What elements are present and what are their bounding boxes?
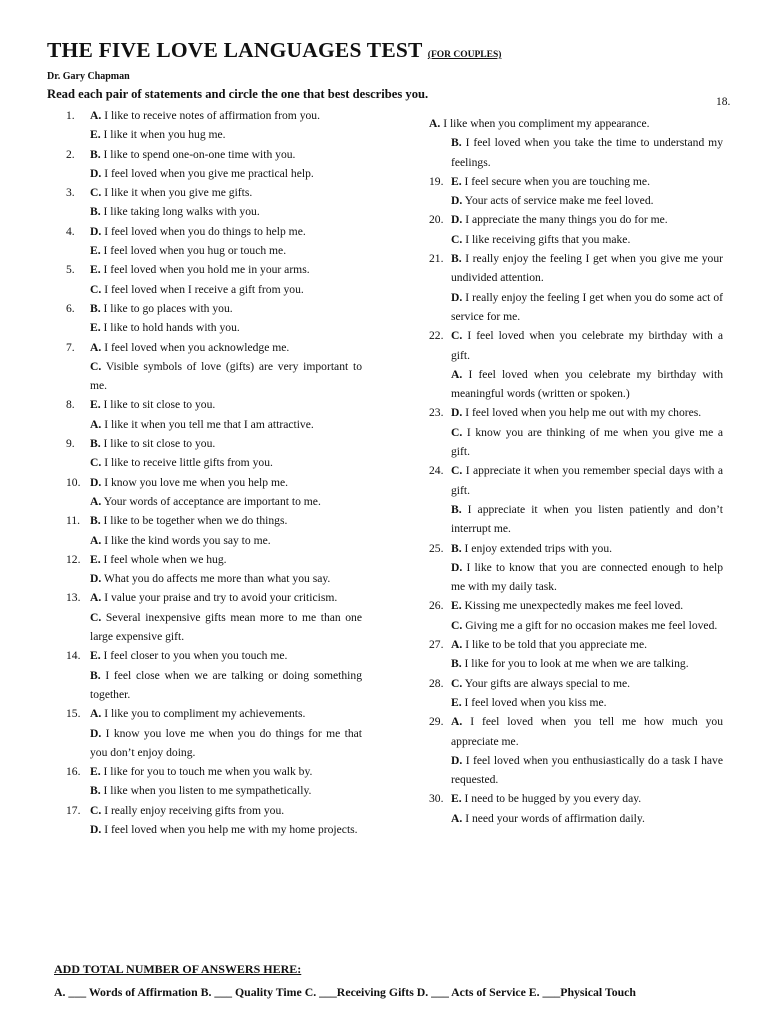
option-b[interactable] bbox=[451, 616, 723, 635]
option-text: I feel loved when you celebrate my birthday with a gift. bbox=[451, 329, 724, 362]
option-text: I like for you to look at me when we are talking. bbox=[464, 657, 689, 671]
option-letter: E. bbox=[90, 552, 101, 566]
question-14 bbox=[66, 646, 362, 704]
option-b[interactable] bbox=[90, 820, 362, 839]
option-letter: E. bbox=[451, 792, 462, 806]
option-letter: D. bbox=[451, 290, 463, 304]
option-b[interactable] bbox=[451, 654, 723, 673]
option-letter: A. bbox=[451, 811, 463, 825]
option-letter: B. bbox=[451, 541, 462, 555]
option-letter: E. bbox=[90, 244, 101, 258]
option-letter: A. bbox=[429, 117, 441, 130]
option-letter: C. bbox=[451, 425, 463, 439]
option-text: I need to be hugged by you every day. bbox=[464, 792, 642, 806]
question-23 bbox=[429, 403, 723, 461]
question-26 bbox=[429, 596, 723, 635]
option-text: Giving me a gift for no occasion makes me feel loved. bbox=[465, 618, 718, 632]
page-marker: 18. bbox=[716, 96, 731, 108]
option-letter: C. bbox=[451, 676, 463, 690]
option-b[interactable] bbox=[451, 230, 723, 249]
option-b[interactable] bbox=[451, 365, 723, 404]
option-text: I feel loved when I receive a gift from you. bbox=[104, 282, 304, 296]
option-text: I enjoy extended trips with you. bbox=[464, 541, 613, 555]
option-letter: C. bbox=[90, 803, 102, 817]
option-letter: C. bbox=[90, 456, 102, 470]
option-letter: E. bbox=[90, 765, 101, 779]
option-b[interactable] bbox=[451, 809, 723, 828]
option-letter: B. bbox=[90, 437, 101, 451]
option-letter: B. bbox=[451, 502, 462, 516]
option-text: I feel loved when you give me practical help. bbox=[104, 166, 314, 180]
option-letter: D. bbox=[90, 822, 102, 836]
option-text: I know you love me when you help me. bbox=[104, 475, 289, 489]
question-number: 4. bbox=[66, 224, 75, 238]
option-text: I appreciate it when you listen patiently and don’t interrupt me. bbox=[451, 502, 723, 536]
option-text: I know you love me when you do things for me that you don’t enjoy doing. bbox=[90, 726, 362, 759]
question-number: 15. bbox=[66, 707, 81, 721]
option-a[interactable] bbox=[90, 646, 362, 665]
option-b[interactable] bbox=[451, 751, 723, 790]
option-letter: B. bbox=[90, 784, 101, 798]
question-16 bbox=[66, 762, 362, 801]
question-27 bbox=[429, 635, 723, 674]
question-number: 3. bbox=[66, 186, 75, 200]
option-b[interactable] bbox=[451, 191, 723, 210]
option-a[interactable] bbox=[451, 403, 723, 422]
option-text: I appreciate it when you remember special days with a gift. bbox=[451, 464, 723, 497]
option-text: I really enjoy the feeling I get when you give me your undivided attention. bbox=[451, 252, 723, 285]
option-b[interactable] bbox=[90, 531, 362, 550]
question-2 bbox=[66, 145, 362, 184]
question-28 bbox=[429, 674, 723, 713]
option-a[interactable] bbox=[90, 338, 362, 357]
question-7 bbox=[66, 338, 362, 396]
option-letter: E. bbox=[90, 321, 101, 335]
option-text: I feel loved when you tell me how much you appreciate me. bbox=[451, 715, 723, 748]
question-number: 26. bbox=[429, 599, 444, 613]
option-letter: C. bbox=[451, 232, 463, 246]
option-text: I like you to compliment my achievements. bbox=[104, 707, 306, 721]
option-letter: B. bbox=[90, 514, 101, 528]
option-text: Your words of acceptance are important to me. bbox=[103, 494, 321, 508]
question-18 bbox=[429, 114, 723, 172]
option-b[interactable] bbox=[90, 453, 362, 472]
option-a[interactable] bbox=[90, 434, 362, 453]
option-b[interactable] bbox=[451, 288, 723, 327]
question-number: 10. bbox=[66, 475, 81, 489]
option-text: I feel loved when you take the time to understand my feelings. bbox=[451, 136, 723, 169]
option-text: I like to go places with you. bbox=[103, 301, 233, 315]
option-letter: A. bbox=[90, 591, 102, 605]
question-11 bbox=[66, 511, 362, 550]
question-25 bbox=[429, 539, 723, 597]
question-number: 28. bbox=[429, 676, 444, 690]
option-a[interactable] bbox=[451, 539, 723, 558]
option-letter: B. bbox=[90, 301, 101, 315]
option-text: I feel secure when you are touching me. bbox=[464, 174, 650, 188]
option-text: I like when you compliment my appearance. bbox=[443, 117, 650, 130]
question-number: 20. bbox=[429, 213, 444, 227]
option-text: I like to receive notes of affirmation from you. bbox=[104, 109, 320, 122]
option-text: I feel loved when you enthusiastically do a task I have requested. bbox=[451, 753, 723, 787]
option-letter: A. bbox=[90, 417, 102, 431]
option-text: I like it when you hug me. bbox=[103, 128, 226, 142]
option-a[interactable] bbox=[90, 222, 362, 241]
option-letter: D. bbox=[451, 560, 463, 574]
option-text: I like it when you tell me that I am attractive. bbox=[104, 417, 314, 431]
option-text: I like to be together when we do things. bbox=[103, 514, 288, 528]
option-letter: D. bbox=[90, 572, 102, 586]
option-a[interactable] bbox=[90, 260, 362, 279]
question-8 bbox=[66, 395, 362, 434]
question-13 bbox=[66, 588, 362, 646]
question-21 bbox=[429, 249, 723, 326]
question-number: 13. bbox=[66, 591, 81, 605]
option-text: I like when you listen to me sympathetically. bbox=[103, 784, 312, 798]
question-12 bbox=[66, 550, 362, 589]
option-letter: A. bbox=[451, 715, 463, 729]
totals-heading: ADD TOTAL NUMBER OF ANSWERS HERE: bbox=[54, 962, 302, 976]
option-text: I like to know that you are connected enough to help me with my daily task. bbox=[451, 560, 723, 594]
option-a[interactable] bbox=[451, 172, 723, 191]
option-letter: D. bbox=[451, 213, 463, 227]
option-text: I really enjoy receiving gifts from you. bbox=[104, 803, 285, 817]
question-20 bbox=[429, 210, 723, 249]
option-text: What you do affects me more than what you say. bbox=[103, 572, 331, 586]
question-15 bbox=[66, 704, 362, 762]
question-10 bbox=[66, 473, 362, 512]
option-b[interactable] bbox=[90, 125, 362, 144]
option-a[interactable] bbox=[90, 588, 362, 607]
option-a[interactable] bbox=[90, 550, 362, 569]
question-number: 14. bbox=[66, 649, 81, 663]
left-column bbox=[66, 106, 362, 839]
option-text: I like to sit close to you. bbox=[103, 437, 216, 451]
option-letter: C. bbox=[90, 359, 102, 373]
option-text: I feel loved when you do things to help me. bbox=[104, 224, 306, 238]
option-b[interactable] bbox=[90, 241, 362, 260]
question-number: 25. bbox=[429, 541, 444, 555]
option-text: I like to be told that you appreciate me. bbox=[465, 638, 648, 652]
option-b[interactable] bbox=[451, 558, 723, 597]
question-number: 22. bbox=[429, 329, 444, 343]
option-a[interactable] bbox=[90, 106, 362, 125]
option-a[interactable] bbox=[90, 762, 362, 781]
question-number: 7. bbox=[66, 340, 75, 354]
option-a[interactable] bbox=[451, 635, 723, 654]
option-text: I feel loved when you acknowledge me. bbox=[104, 340, 290, 354]
option-a[interactable] bbox=[451, 461, 723, 500]
option-b[interactable] bbox=[90, 781, 362, 800]
option-text: Your acts of service make me feel loved. bbox=[464, 194, 654, 208]
option-text: I need your words of affirmation daily. bbox=[465, 811, 645, 825]
option-a[interactable] bbox=[90, 801, 362, 820]
option-a[interactable] bbox=[451, 789, 723, 808]
option-letter: B. bbox=[451, 252, 462, 266]
question-17 bbox=[66, 801, 362, 840]
option-letter: A. bbox=[90, 109, 102, 122]
option-text: I like receiving gifts that you make. bbox=[465, 232, 631, 246]
option-letter: D. bbox=[90, 166, 102, 180]
option-letter: D. bbox=[451, 194, 463, 208]
question-number: 12. bbox=[66, 552, 81, 566]
question-number: 17. bbox=[66, 803, 81, 817]
option-a[interactable] bbox=[451, 712, 723, 751]
question-4 bbox=[66, 222, 362, 261]
option-letter: B. bbox=[90, 668, 101, 682]
option-a[interactable] bbox=[90, 183, 362, 202]
option-letter: C. bbox=[451, 464, 463, 478]
option-b[interactable] bbox=[90, 724, 362, 763]
option-letter: D. bbox=[90, 475, 102, 489]
option-b[interactable] bbox=[90, 202, 362, 221]
question-19 bbox=[429, 172, 723, 211]
instructions: Read each pair of statements and circle the one that best describes you. bbox=[47, 87, 429, 101]
option-text: I feel loved when you hug or touch me. bbox=[103, 244, 287, 258]
question-3 bbox=[66, 183, 362, 222]
option-a[interactable] bbox=[90, 511, 362, 530]
option-a[interactable] bbox=[90, 299, 362, 318]
question-number: 2. bbox=[66, 147, 75, 161]
option-letter: E. bbox=[90, 128, 101, 142]
totals-line: A. ___ Words of Affirmation B. ___ Quality Time C. ___Receiving Gifts D. ___ Acts of Service E. ___Physical Touch bbox=[54, 985, 636, 999]
question-number: 30. bbox=[429, 792, 444, 806]
option-text: Your gifts are always special to me. bbox=[464, 676, 631, 690]
question-5 bbox=[66, 260, 362, 299]
option-letter: B. bbox=[451, 136, 462, 150]
option-text: I feel loved when you hold me in your arms. bbox=[103, 263, 310, 277]
option-text: I really enjoy the feeling I get when you do some act of service for me. bbox=[451, 290, 723, 323]
option-text: I feel loved when you help me out with my chores. bbox=[465, 406, 702, 420]
option-b[interactable] bbox=[90, 164, 362, 183]
option-letter: A. bbox=[451, 367, 463, 381]
option-text: I like to hold hands with you. bbox=[103, 321, 240, 335]
option-letter: E. bbox=[451, 174, 462, 188]
option-text: Several inexpensive gifts mean more to me than one large expensive gift. bbox=[90, 610, 362, 644]
option-letter: E. bbox=[90, 649, 101, 663]
option-a[interactable] bbox=[451, 596, 723, 615]
option-text: I value your praise and try to avoid your criticism. bbox=[104, 591, 338, 605]
option-letter: E. bbox=[90, 263, 101, 277]
option-text: I like for you to touch me when you walk by. bbox=[103, 765, 313, 779]
option-b[interactable] bbox=[90, 415, 362, 434]
option-letter: C. bbox=[90, 282, 102, 296]
option-a[interactable] bbox=[451, 210, 723, 229]
option-text: I like it when you give me gifts. bbox=[104, 186, 253, 200]
question-number: 29. bbox=[429, 715, 444, 729]
option-b[interactable] bbox=[90, 280, 362, 299]
option-text: I like to receive little gifts from you. bbox=[104, 456, 273, 470]
question-1 bbox=[66, 106, 362, 145]
option-b[interactable] bbox=[90, 318, 362, 337]
option-text: I like to spend one-on-one time with you. bbox=[103, 147, 296, 161]
option-text: I feel whole when we hug. bbox=[103, 552, 227, 566]
option-letter: E. bbox=[451, 599, 462, 613]
option-text: Visible symbols of love (gifts) are very important to me. bbox=[90, 359, 362, 393]
option-text: I feel loved when you celebrate my birthday with meaningful words (written or spoken.) bbox=[451, 367, 723, 401]
question-number: 6. bbox=[66, 301, 75, 315]
question-number: 8. bbox=[66, 398, 75, 412]
option-text: I feel loved when you help me with my home projects. bbox=[104, 822, 358, 836]
option-letter: A. bbox=[90, 340, 102, 354]
option-letter: A. bbox=[451, 638, 463, 652]
option-b[interactable] bbox=[90, 666, 362, 705]
option-a[interactable] bbox=[429, 114, 723, 133]
question-22 bbox=[429, 326, 723, 403]
question-number: 16. bbox=[66, 765, 81, 779]
option-letter: B. bbox=[90, 205, 101, 219]
option-letter: D. bbox=[90, 224, 102, 238]
option-letter: D. bbox=[90, 726, 102, 740]
question-number: 23. bbox=[429, 406, 444, 420]
option-b[interactable] bbox=[429, 133, 723, 172]
option-letter: C. bbox=[451, 618, 463, 632]
option-letter: B. bbox=[90, 147, 101, 161]
title-text: THE FIVE LOVE LANGUAGES TEST bbox=[47, 38, 423, 62]
option-b[interactable] bbox=[451, 693, 723, 712]
option-a[interactable] bbox=[90, 145, 362, 164]
option-letter: A. bbox=[90, 533, 102, 547]
option-letter: E. bbox=[451, 695, 462, 709]
question-30 bbox=[429, 789, 723, 828]
title-subtitle: (FOR COUPLES) bbox=[427, 50, 502, 60]
option-letter: C. bbox=[90, 186, 102, 200]
option-b[interactable] bbox=[451, 500, 723, 539]
option-letter: A. bbox=[90, 707, 102, 721]
option-letter: D. bbox=[451, 753, 463, 767]
option-a[interactable] bbox=[90, 473, 362, 492]
option-b[interactable] bbox=[90, 608, 362, 647]
option-letter: D. bbox=[451, 406, 463, 420]
option-b[interactable] bbox=[90, 492, 362, 511]
question-number: 24. bbox=[429, 464, 444, 478]
option-text: I feel closer to you when you touch me. bbox=[103, 649, 288, 663]
question-number: 5. bbox=[66, 263, 75, 277]
question-9 bbox=[66, 434, 362, 473]
option-text: I feel loved when you kiss me. bbox=[464, 695, 607, 709]
option-text: I like to sit close to you. bbox=[103, 398, 216, 412]
question-number: 19. bbox=[429, 174, 444, 188]
option-a[interactable] bbox=[451, 249, 723, 288]
option-b[interactable] bbox=[90, 357, 362, 396]
option-text: I know you are thinking of me when you give me a gift. bbox=[451, 425, 723, 459]
page-title bbox=[47, 38, 501, 63]
option-letter: C. bbox=[451, 329, 463, 343]
option-letter: B. bbox=[451, 657, 462, 671]
question-24 bbox=[429, 461, 723, 538]
question-29 bbox=[429, 712, 723, 789]
author: Dr. Gary Chapman bbox=[47, 71, 130, 82]
question-number: 21. bbox=[429, 252, 444, 266]
question-number: 9. bbox=[66, 437, 75, 451]
option-text: I appreciate the many things you do for me. bbox=[465, 213, 668, 227]
question-number: 27. bbox=[429, 638, 444, 652]
question-6 bbox=[66, 299, 362, 338]
question-number: 11. bbox=[66, 514, 81, 528]
option-a[interactable] bbox=[451, 326, 723, 365]
option-a[interactable] bbox=[451, 674, 723, 693]
option-letter: C. bbox=[90, 610, 102, 624]
right-column bbox=[429, 114, 723, 828]
option-letter: E. bbox=[90, 398, 101, 412]
option-text: I feel close when we are talking or doing something together. bbox=[90, 668, 362, 701]
option-b[interactable] bbox=[90, 569, 362, 588]
question-number: 1. bbox=[66, 109, 75, 122]
option-a[interactable] bbox=[90, 395, 362, 414]
option-letter: A. bbox=[90, 494, 102, 508]
option-b[interactable] bbox=[451, 423, 723, 462]
option-text: Kissing me unexpectedly makes me feel loved. bbox=[464, 599, 684, 613]
option-text: I like taking long walks with you. bbox=[103, 205, 260, 219]
option-a[interactable] bbox=[90, 704, 362, 723]
option-text: I like the kind words you say to me. bbox=[104, 533, 271, 547]
